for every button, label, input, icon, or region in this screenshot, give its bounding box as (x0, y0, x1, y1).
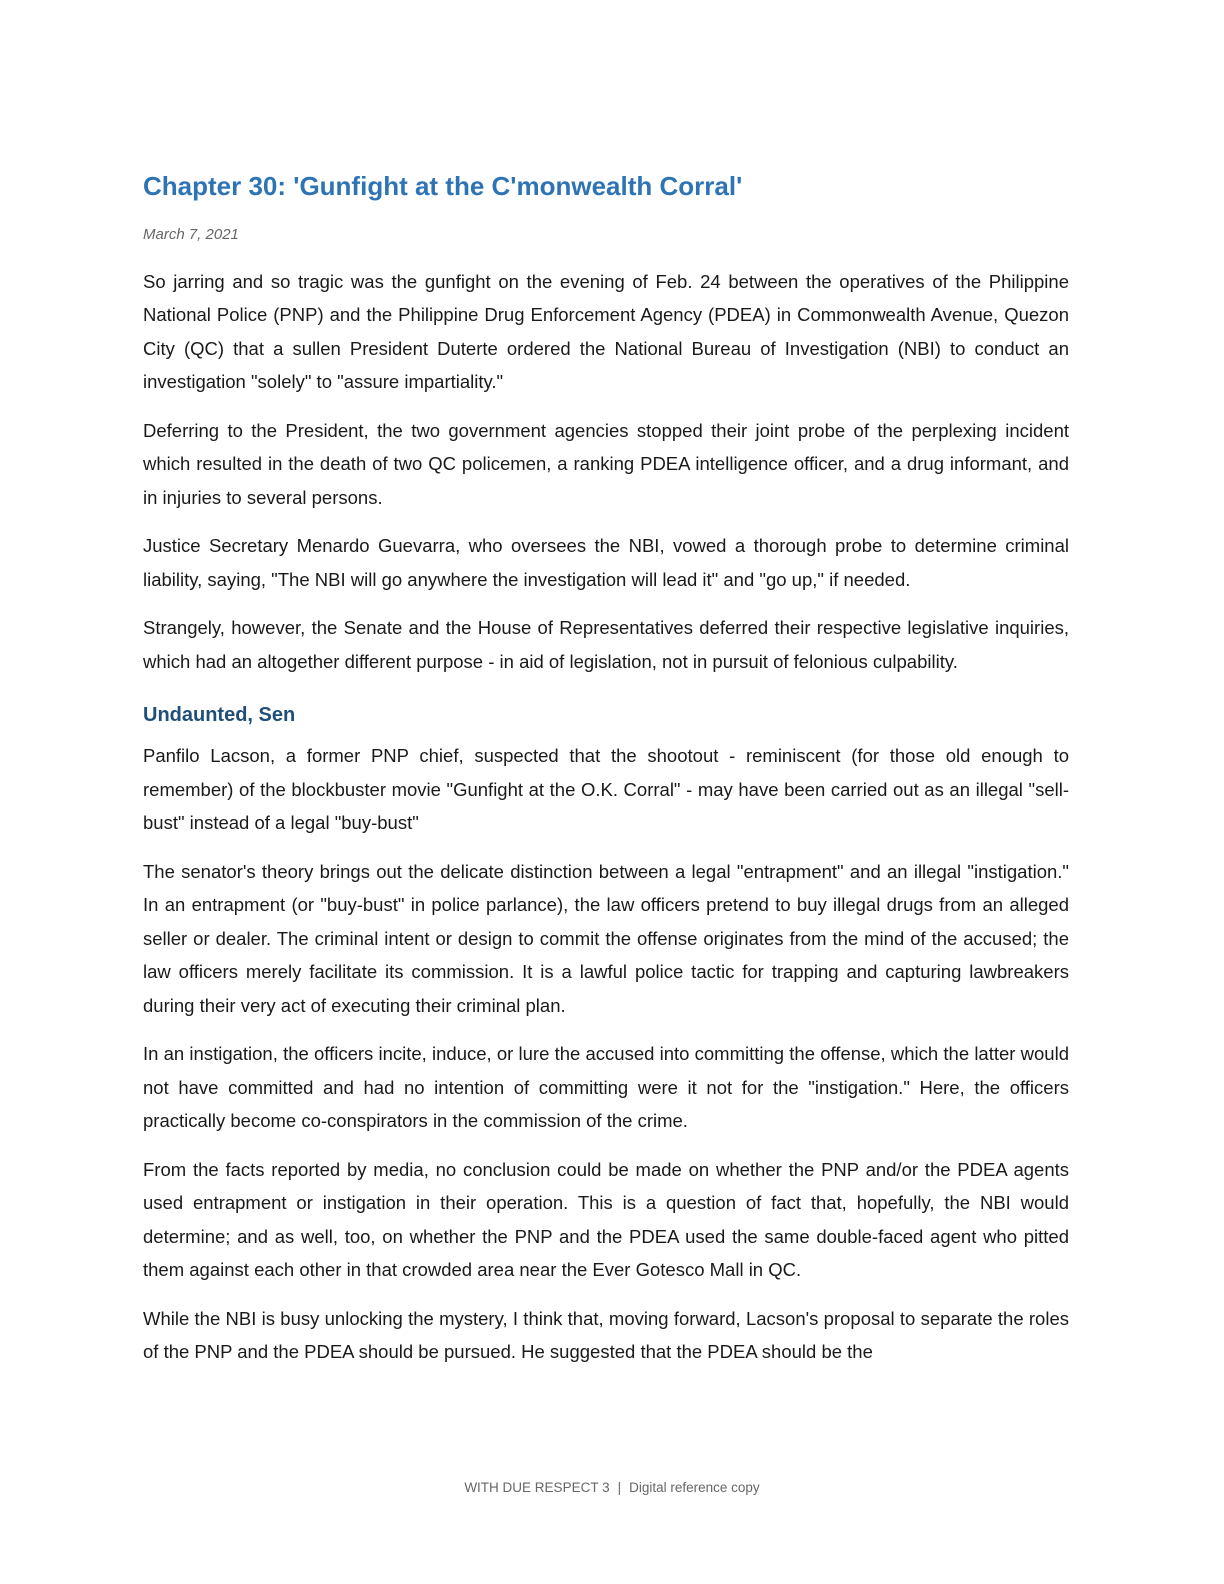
paragraph-2: Deferring to the President, the two government agencies stopped their joint probe of the perplexing incident which resulted in the death of two QC policemen, a ranking PDEA intelligence officer, and a drug informant, and in injuries to several persons. (143, 419, 1069, 508)
paragraph-4: Strangely, however, the Senate and the House of Representatives deferred their respective legislative inquiries, which had an altogether different purpose - in aid of legislation, not in pursuit of felonious culpability. (143, 617, 1069, 672)
paragraph-7: In an instigation, the officers incite, induce, or lure the accused into committing the offense, which the latter would not have committed and had no intention of committing were it not for the "instigation." Here, the officers practically become co-conspirators in the commission of the crime. (143, 1043, 1069, 1132)
paragraph-1: So jarring and so tragic was the gunfight on the evening of Feb. 24 between the operatives of the Philippine National Police (PNP) and the Philippine Drug Enforcement Agency (PDEA) in Commonwealth Avenue, Quezon City (QC) that a sullen President Duterte ordered the National Bureau of Investigation (NBI) to conduct an investigation "solely" to "assure impartiality." (143, 270, 1069, 393)
paragraph-8: From the facts reported by media, no conclusion could be made on whether the PNP and/or the PDEA agents used entrapment or instigation in their operation. This is a question of fact that, hopefully, the NBI would determine; and as well, too, on whether the PNP and the PDEA used the same double-faced agent who pitted them against each other in that crowded area near the Ever Gotesco Mall in QC. (143, 1158, 1069, 1281)
paragraph-6: The senator's theory brings out the delicate distinction between a legal "entrapment" and an illegal "instigation." In an entrapment (or "buy-bust" in police parlance), the law officers pretend to buy illegal drugs from an alleged seller or dealer. The criminal intent or design to commit the offense originates from the mind of the accused; the law officers merely facilitate its commission. It is a lawful police tactic for trapping and capturing lawbreakers during their very act of executing their criminal plan. (143, 860, 1069, 1016)
footer-copy-note: Digital reference copy (629, 1480, 760, 1495)
document-page (143, 170, 1069, 1384)
paragraph-5: Panfilo Lacson, a former PNP chief, suspected that the shootout - reminiscent (for those old enough to remember) of the blockbuster movie "Gunfight at the O.K. Corral" - may have been carried out as an illegal "sell-bust" instead of a legal "buy-bust" (143, 745, 1069, 834)
page-footer (0, 1480, 1224, 1495)
paragraph-9: While the NBI is busy unlocking the mystery, I think that, moving forward, Lacson's proposal to separate the roles of the PNP and the PDEA should be pursued. He suggested that the PDEA should be the (143, 1307, 1069, 1363)
section-heading: Undaunted, Sen (143, 704, 296, 727)
footer-book-page: WITH DUE RESPECT 3 (464, 1480, 610, 1495)
paragraph-3: Justice Secretary Menardo Guevarra, who oversees the NBI, vowed a thorough probe to determine criminal liability, saying, "The NBI will go anywhere the investigation will lead it" and "go up," if needed. (143, 535, 1069, 590)
publication-date: March 7, 2021 (143, 225, 239, 243)
footer-separator: | (617, 1480, 622, 1495)
chapter-title: Chapter 30: 'Gunfight at the C'monwealth Corral' (143, 171, 743, 201)
